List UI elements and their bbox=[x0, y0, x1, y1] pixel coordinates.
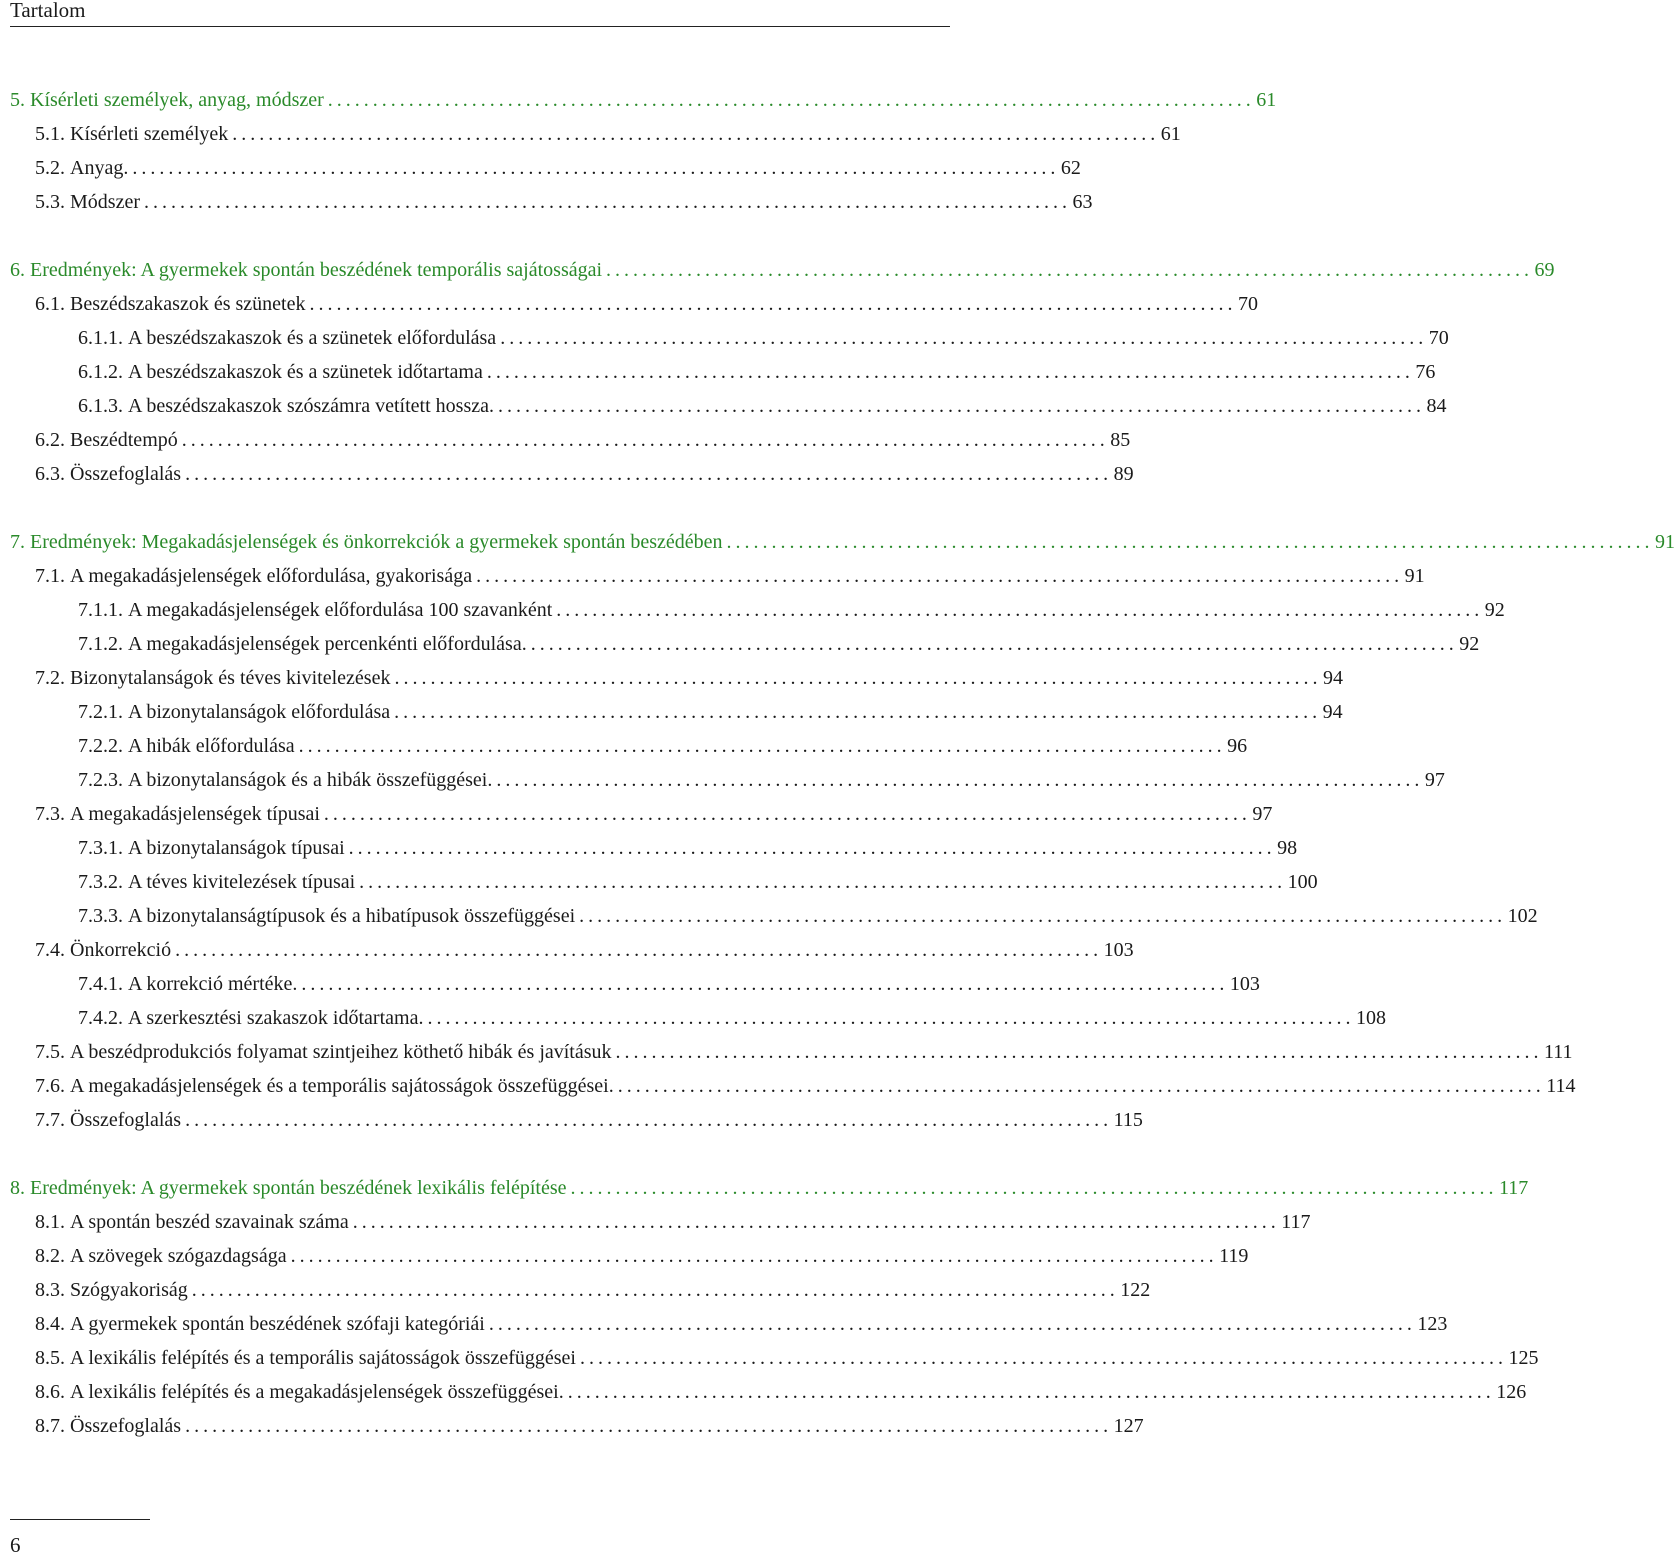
toc-entry-number: 7.1. bbox=[35, 565, 65, 587]
toc-dot-leader bbox=[492, 765, 1419, 795]
toc-entry[interactable] bbox=[35, 1343, 1539, 1373]
toc-entry-number: 7.1.2. bbox=[78, 633, 123, 655]
toc-entry[interactable] bbox=[78, 969, 1260, 999]
toc-dot-leader bbox=[614, 1071, 1541, 1101]
toc-dot-leader bbox=[496, 323, 1423, 353]
toc-entry-page: 117 bbox=[1498, 1177, 1529, 1199]
toc-dot-leader bbox=[576, 1343, 1503, 1373]
toc-dot-leader bbox=[320, 799, 1247, 829]
toc-entry-title: Összefoglalás bbox=[70, 1415, 182, 1437]
toc-entry-number: 7. bbox=[10, 531, 25, 553]
toc-entry-page: 111 bbox=[1544, 1041, 1573, 1063]
toc-entry-number: 6. bbox=[10, 259, 25, 281]
toc-entry-title: Önkorrekció bbox=[70, 939, 172, 961]
toc-entry-number: 7.1.1. bbox=[78, 599, 123, 621]
toc-entry[interactable] bbox=[78, 697, 1343, 727]
toc-entry[interactable] bbox=[78, 731, 1248, 761]
toc-entry-page: 115 bbox=[1113, 1109, 1143, 1131]
toc-entry-page: 117 bbox=[1281, 1211, 1311, 1233]
toc-entry[interactable] bbox=[35, 119, 1181, 149]
toc-chapter-entry[interactable] bbox=[10, 527, 1675, 557]
toc-dot-leader bbox=[723, 527, 1650, 557]
toc-entry[interactable] bbox=[35, 663, 1343, 693]
toc-entry-number: 7.3.1. bbox=[78, 837, 123, 859]
toc-entry-title: A szövegek szógazdagsága bbox=[70, 1245, 287, 1267]
toc-entry[interactable] bbox=[35, 935, 1134, 965]
toc-chapter-entry[interactable] bbox=[10, 255, 1555, 285]
toc-entry-title: Eredmények: A gyermekek spontán beszédének temporális sajátosságai bbox=[30, 259, 603, 281]
toc-entry-title: A megakadásjelenségek előfordulása, gyakorisága bbox=[70, 565, 473, 587]
toc-entry[interactable] bbox=[35, 1309, 1448, 1339]
toc-dot-leader bbox=[188, 1275, 1115, 1305]
toc-entry[interactable] bbox=[35, 1037, 1573, 1067]
toc-entry-page: 92 bbox=[1459, 633, 1480, 655]
toc-entry-title: A bizonytalanságok és a hibák összefüggései. bbox=[128, 769, 493, 791]
toc-entry-number: 7.3.2. bbox=[78, 871, 123, 893]
toc-entry-title: Szógyakoriság bbox=[70, 1279, 188, 1301]
toc-entry-title: A megakadásjelenségek percenkénti előfordulása. bbox=[128, 633, 527, 655]
toc-dot-leader bbox=[575, 901, 1502, 931]
toc-entry[interactable] bbox=[78, 357, 1436, 387]
toc-dot-leader bbox=[602, 255, 1529, 285]
toc-entry-page: 103 bbox=[1229, 973, 1260, 995]
toc-entry-page: 69 bbox=[1534, 259, 1555, 281]
toc-entry-title: A lexikális felépítés és a megakadásjelenségek összefüggései. bbox=[70, 1381, 564, 1403]
toc-entry[interactable] bbox=[35, 1105, 1143, 1135]
toc-dot-leader bbox=[483, 357, 1410, 387]
toc-entry-title: Összefoglalás bbox=[70, 463, 182, 485]
toc-entry[interactable] bbox=[35, 425, 1131, 455]
toc-entry-number: 6.1.1. bbox=[78, 327, 123, 349]
toc-dot-leader bbox=[287, 1241, 1214, 1271]
toc-entry-number: 7.3. bbox=[35, 803, 65, 825]
toc-entry-number: 8.6. bbox=[35, 1381, 65, 1403]
toc-entry-title: Összefoglalás bbox=[70, 1109, 182, 1131]
toc-entry-number: 6.1.3. bbox=[78, 395, 123, 417]
toc-entry[interactable] bbox=[35, 289, 1258, 319]
toc-entry[interactable] bbox=[35, 1207, 1311, 1237]
toc-entry[interactable] bbox=[35, 1071, 1576, 1101]
toc-entry-title: Kísérleti személyek bbox=[70, 123, 229, 145]
toc-entry-number: 7.2.3. bbox=[78, 769, 123, 791]
toc-entry-page: 103 bbox=[1103, 939, 1134, 961]
toc-entry[interactable] bbox=[35, 1377, 1527, 1407]
toc-dot-leader bbox=[527, 629, 1454, 659]
toc-entry[interactable] bbox=[78, 833, 1298, 863]
header-rule bbox=[10, 26, 950, 27]
toc-entry-number: 7.5. bbox=[35, 1041, 65, 1063]
toc-entry-title: A bizonytalanságok előfordulása bbox=[128, 701, 391, 723]
toc-entry-number: 8.4. bbox=[35, 1313, 65, 1335]
toc-entry-title: A korrekció mértéke. bbox=[128, 973, 298, 995]
toc-entry-title: A bizonytalanságtípusok és a hibatípusok összefüggései bbox=[128, 905, 576, 927]
toc-entry[interactable] bbox=[35, 1241, 1249, 1271]
toc-entry-page: 97 bbox=[1424, 769, 1445, 791]
toc-entry-number: 7.4.1. bbox=[78, 973, 123, 995]
toc-entry-title: A lexikális felépítés és a temporális sajátosságok összefüggései bbox=[70, 1347, 576, 1369]
toc-entry[interactable] bbox=[35, 799, 1273, 829]
toc-entry[interactable] bbox=[78, 1003, 1386, 1033]
toc-entry-page: 108 bbox=[1355, 1007, 1386, 1029]
toc-entry-number: 7.6. bbox=[35, 1075, 65, 1097]
toc-entry-page: 98 bbox=[1277, 837, 1298, 859]
toc-dot-leader bbox=[181, 1105, 1108, 1135]
toc-entry-title: Anyag. bbox=[70, 157, 129, 179]
toc-entry-title: A gyermekek spontán beszédének szófaji kategóriái bbox=[70, 1313, 485, 1335]
toc-entry-page: 63 bbox=[1072, 191, 1093, 213]
toc-entry-page: 94 bbox=[1322, 667, 1343, 689]
toc-entry-number: 5.1. bbox=[35, 123, 65, 145]
toc-entry[interactable] bbox=[35, 153, 1081, 183]
toc-entry-title: A téves kivitelezések típusai bbox=[128, 871, 356, 893]
toc-entry-page: 70 bbox=[1428, 327, 1449, 349]
toc-entry[interactable] bbox=[78, 867, 1318, 897]
toc-entry-page: 127 bbox=[1113, 1415, 1144, 1437]
toc-entry-number: 8.2. bbox=[35, 1245, 65, 1267]
toc-entry[interactable] bbox=[78, 323, 1449, 353]
toc-entry-number: 8. bbox=[10, 1177, 25, 1199]
toc-entry-title: Beszédszakaszok és szünetek bbox=[70, 293, 306, 315]
toc-entry[interactable] bbox=[78, 901, 1538, 931]
toc-entry-page: 97 bbox=[1252, 803, 1273, 825]
toc-entry-page: 125 bbox=[1508, 1347, 1539, 1369]
toc-dot-leader bbox=[324, 85, 1251, 115]
toc-entry-number: 8.1. bbox=[35, 1211, 65, 1233]
toc-entry-title: Kísérleti személyek, anyag, módszer bbox=[30, 89, 324, 111]
toc-dot-leader bbox=[612, 1037, 1539, 1067]
toc-entry-page: 122 bbox=[1120, 1279, 1151, 1301]
toc-entry[interactable] bbox=[78, 629, 1480, 659]
toc-entry-title: A szerkesztési szakaszok időtartama. bbox=[128, 1007, 424, 1029]
toc-entry-page: 76 bbox=[1415, 361, 1436, 383]
toc-entry-number: 6.1. bbox=[35, 293, 65, 315]
toc-entry[interactable] bbox=[78, 765, 1445, 795]
toc-entry-title: Eredmények: A gyermekek spontán beszédének lexikális felépítése bbox=[30, 1177, 567, 1199]
toc-entry[interactable] bbox=[78, 595, 1505, 625]
toc-entry-number: 7.2. bbox=[35, 667, 65, 689]
toc-entry-page: 91 bbox=[1404, 565, 1425, 587]
toc-entry-page: 123 bbox=[1417, 1313, 1448, 1335]
toc-entry-number: 7.2.1. bbox=[78, 701, 123, 723]
toc-dot-leader bbox=[345, 833, 1272, 863]
toc-chapter-entry[interactable] bbox=[10, 85, 1277, 115]
toc-entry-title: Módszer bbox=[70, 191, 140, 213]
toc-entry-page: 85 bbox=[1110, 429, 1131, 451]
toc-entry-page: 119 bbox=[1219, 1245, 1249, 1267]
toc-entry-number: 6.2. bbox=[35, 429, 65, 451]
toc-entry-page: 102 bbox=[1507, 905, 1538, 927]
toc-entry-number: 6.3. bbox=[35, 463, 65, 485]
toc-dot-leader bbox=[485, 1309, 1412, 1339]
toc-entry-number: 7.4.2. bbox=[78, 1007, 123, 1029]
toc-dot-leader bbox=[171, 935, 1098, 965]
toc-entry-title: A beszédszakaszok szószámra vetített hossza. bbox=[128, 395, 494, 417]
toc-dot-leader bbox=[228, 119, 1155, 149]
toc-entry-page: 61 bbox=[1160, 123, 1181, 145]
toc-dot-leader bbox=[305, 289, 1232, 319]
toc-entry-page: 126 bbox=[1496, 1381, 1527, 1403]
toc-dot-leader bbox=[128, 153, 1055, 183]
toc-entry-page: 96 bbox=[1227, 735, 1248, 757]
toc-entry-number: 8.3. bbox=[35, 1279, 65, 1301]
toc-entry-title: A beszédprodukciós folyamat szintjeihez köthető hibák és javításuk bbox=[70, 1041, 612, 1063]
toc-dot-leader bbox=[564, 1377, 1491, 1407]
toc-dot-leader bbox=[181, 1411, 1108, 1441]
toc-entry-title: Beszédtempó bbox=[70, 429, 178, 451]
toc-chapter-entry[interactable] bbox=[10, 1173, 1529, 1203]
toc-entry-page: 94 bbox=[1322, 701, 1343, 723]
toc-dot-leader bbox=[297, 969, 1224, 999]
toc-entry-title: A beszédszakaszok és a szünetek előfordulása bbox=[128, 327, 497, 349]
toc-entry[interactable] bbox=[35, 561, 1425, 591]
toc-entry-number: 7.7. bbox=[35, 1109, 65, 1131]
toc-entry-number: 7.2.2. bbox=[78, 735, 123, 757]
toc-entry-number: 5.2. bbox=[35, 157, 65, 179]
toc-entry-number: 5. bbox=[10, 89, 25, 111]
toc-dot-leader bbox=[566, 1173, 1493, 1203]
toc-entry[interactable] bbox=[35, 187, 1093, 217]
toc-entry-number: 6.1.2. bbox=[78, 361, 123, 383]
toc-entry-number: 5.3. bbox=[35, 191, 65, 213]
toc-entry-page: 89 bbox=[1113, 463, 1134, 485]
footer-rule bbox=[10, 1519, 150, 1520]
toc-entry[interactable] bbox=[35, 459, 1134, 489]
toc-dot-leader bbox=[472, 561, 1399, 591]
toc-entry-title: A megakadásjelenségek és a temporális sajátosságok összefüggései. bbox=[70, 1075, 614, 1097]
toc-dot-leader bbox=[178, 425, 1105, 455]
toc-entry-page: 61 bbox=[1256, 89, 1277, 111]
toc-dot-leader bbox=[140, 187, 1067, 217]
toc-entry-title: A beszédszakaszok és a szünetek időtartama bbox=[128, 361, 483, 383]
toc-dot-leader bbox=[494, 391, 1421, 421]
toc-entry-title: Eredmények: Megakadásjelenségek és önkorrekciók a gyermekek spontán beszédében bbox=[30, 531, 723, 553]
toc-entry-page: 114 bbox=[1546, 1075, 1576, 1097]
toc-entry-page: 84 bbox=[1426, 395, 1447, 417]
toc-entry-page: 62 bbox=[1060, 157, 1081, 179]
toc-entry-page: 70 bbox=[1237, 293, 1258, 315]
toc-entry[interactable] bbox=[35, 1411, 1144, 1441]
toc-entry-title: Bizonytalanságok és téves kivitelezések bbox=[70, 667, 391, 689]
toc-dot-leader bbox=[423, 1003, 1350, 1033]
toc-entry-title: A bizonytalanságok típusai bbox=[128, 837, 345, 859]
toc-entry-number: 7.4. bbox=[35, 939, 65, 961]
toc-dot-leader bbox=[295, 731, 1222, 761]
toc-entry-page: 100 bbox=[1287, 871, 1318, 893]
page-header-title: Tartalom bbox=[10, 0, 86, 22]
toc-entry[interactable] bbox=[35, 1275, 1151, 1305]
toc-entry-number: 8.5. bbox=[35, 1347, 65, 1369]
toc-entry-number: 7.3.3. bbox=[78, 905, 123, 927]
toc-dot-leader bbox=[552, 595, 1479, 625]
toc-dot-leader bbox=[390, 697, 1317, 727]
toc-entry-page: 91 bbox=[1655, 531, 1675, 553]
toc-entry[interactable] bbox=[78, 391, 1447, 421]
toc-entry-page: 92 bbox=[1484, 599, 1505, 621]
toc-dot-leader bbox=[355, 867, 1282, 897]
toc-entry-title: A spontán beszéd szavainak száma bbox=[70, 1211, 349, 1233]
toc-entry-title: A megakadásjelenségek típusai bbox=[70, 803, 320, 825]
toc-dot-leader bbox=[349, 1207, 1276, 1237]
toc-dot-leader bbox=[181, 459, 1108, 489]
toc-entry-number: 8.7. bbox=[35, 1415, 65, 1437]
toc-dot-leader bbox=[390, 663, 1317, 693]
footer-page-number: 6 bbox=[10, 1533, 21, 1557]
toc-entry-title: A hibák előfordulása bbox=[128, 735, 295, 757]
toc-entry-title: A megakadásjelenségek előfordulása 100 szavanként bbox=[128, 599, 553, 621]
